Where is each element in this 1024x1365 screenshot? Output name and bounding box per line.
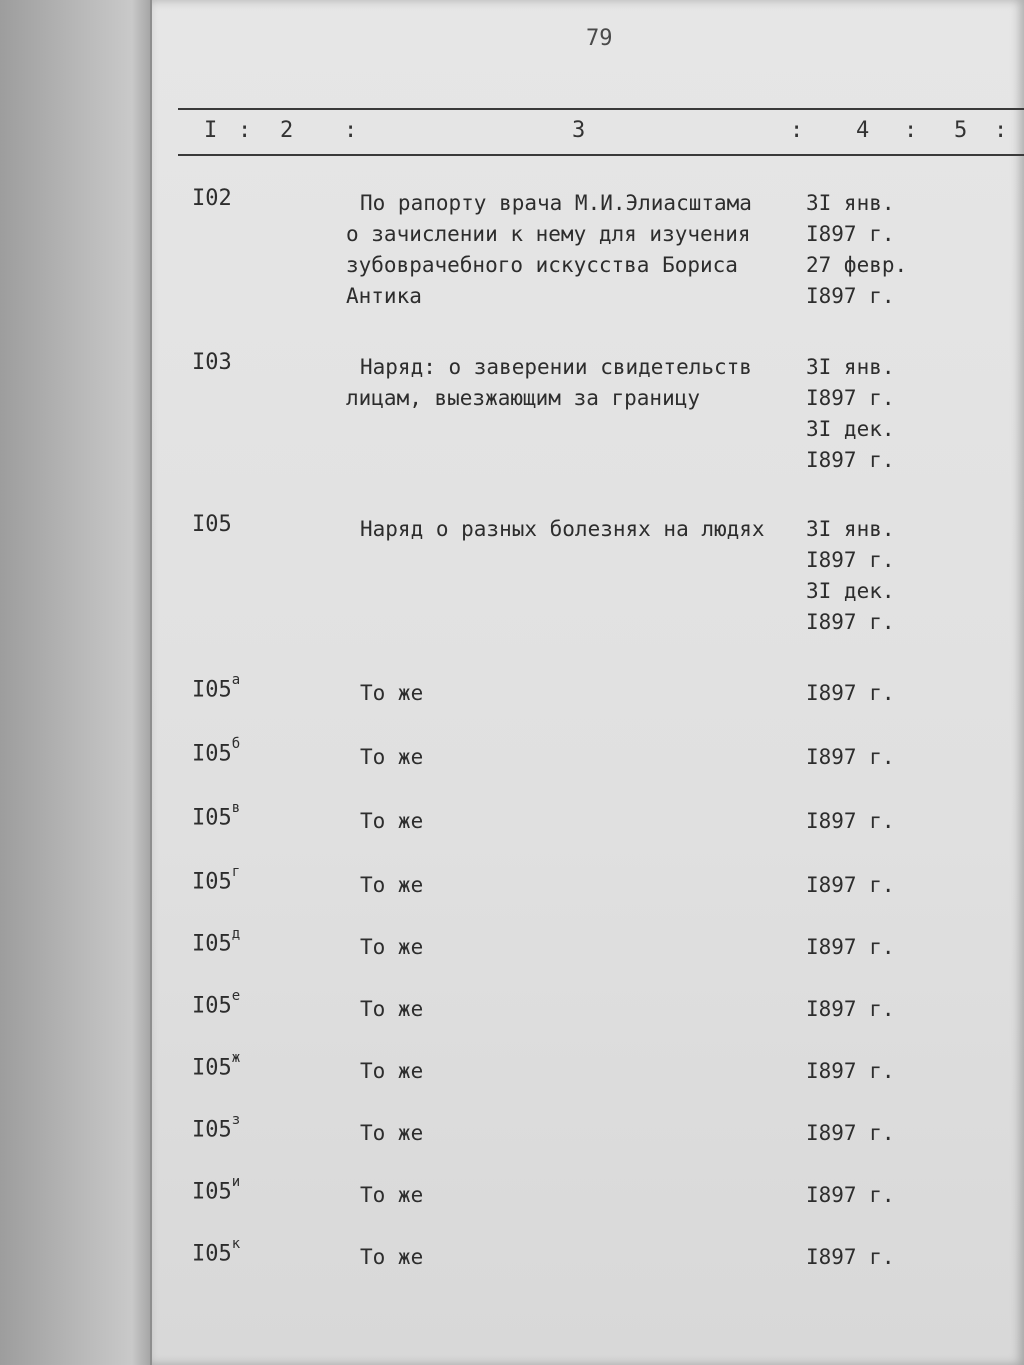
case-date-line: 27 февр. [806, 253, 908, 277]
case-number-suffix: а [231, 672, 241, 688]
case-number-suffix: д [231, 926, 241, 942]
case-number-text: I05 [192, 869, 232, 895]
case-number-text: I05 [192, 993, 232, 1019]
case-date-line: I897 г. [806, 1121, 895, 1145]
case-date-line: I897 г. [806, 448, 895, 472]
page-number: 79 [586, 26, 613, 51]
case-date-line: I897 г. [806, 997, 895, 1021]
case-number [192, 1174, 241, 1205]
case-number-text: I05 [192, 677, 232, 703]
header-col-3: 3 [572, 118, 586, 143]
case-number [192, 1236, 241, 1267]
case-number [192, 736, 241, 767]
case-title-line: То же [360, 809, 424, 833]
case-title [346, 742, 786, 773]
case-number [192, 350, 232, 375]
case-dates [806, 514, 926, 638]
case-title-line: лицам, выезжающим за границу [346, 386, 701, 410]
header-separator: : [790, 118, 804, 143]
case-number-text: I05 [192, 1117, 232, 1143]
case-title [346, 1056, 786, 1087]
case-number [192, 800, 241, 831]
case-title [346, 806, 786, 837]
case-title-line: То же [360, 1121, 424, 1145]
case-number-suffix: к [231, 1236, 241, 1252]
case-title-line: То же [360, 1245, 424, 1269]
case-date-line: 3I янв. [806, 355, 895, 379]
case-number [192, 864, 241, 895]
case-date-line: I897 г. [806, 1183, 895, 1207]
case-title [346, 1180, 786, 1211]
case-number-text: I05 [192, 931, 232, 957]
case-title-line: То же [360, 745, 424, 769]
case-title [346, 994, 786, 1025]
case-title-line: Наряд о разных болезнях на людях [360, 517, 765, 541]
case-number [192, 186, 232, 211]
case-title-line: То же [360, 873, 424, 897]
case-dates [806, 678, 926, 709]
case-date-line: 3I янв. [806, 191, 895, 215]
case-number [192, 926, 241, 957]
case-title [346, 188, 786, 312]
case-date-line: I897 г. [806, 548, 895, 572]
case-dates [806, 1180, 926, 1211]
case-title [346, 932, 786, 963]
case-number-suffix: ж [231, 1050, 241, 1066]
case-number [192, 1112, 241, 1143]
case-date-line: I897 г. [806, 1245, 895, 1269]
case-dates [806, 1242, 926, 1273]
case-number-suffix: е [231, 988, 241, 1004]
adjacent-page-edge [0, 0, 150, 1365]
header-separator: : [238, 118, 252, 143]
case-number-text: I05 [192, 1055, 232, 1081]
case-title [346, 514, 786, 545]
case-title-line: Наряд: о заверении свидетельств [360, 355, 752, 379]
case-date-line: 3I дек. [806, 579, 895, 603]
case-date-line: I897 г. [806, 284, 895, 308]
case-title-line: зубоврачебного искусства Бориса [346, 253, 738, 277]
case-title-line: По рапорту врача М.И.Элиасштама [360, 191, 752, 215]
header-bottom-rule [178, 154, 1024, 156]
case-date-line: I897 г. [806, 809, 895, 833]
case-date-line: I897 г. [806, 935, 895, 959]
case-date-line: I897 г. [806, 745, 895, 769]
case-number-suffix: г [231, 864, 241, 880]
case-title [346, 352, 786, 414]
case-number-text: I05 [192, 741, 232, 767]
case-number [192, 512, 232, 537]
header-top-rule [178, 108, 1024, 110]
header-col-5: 5 [954, 118, 968, 143]
case-dates [806, 188, 926, 312]
case-title-line: То же [360, 1183, 424, 1207]
case-date-line: I897 г. [806, 610, 895, 634]
case-number-text: I02 [192, 186, 232, 211]
case-number [192, 1050, 241, 1081]
header-col-4: 4 [856, 118, 870, 143]
case-date-line: 3I дек. [806, 417, 895, 441]
case-number-suffix: в [231, 800, 241, 816]
case-title [346, 870, 786, 901]
case-date-line: I897 г. [806, 222, 895, 246]
case-number-suffix: б [231, 736, 241, 752]
case-title-line: о зачислении к нему для изучения [346, 222, 751, 246]
case-title-line: То же [360, 997, 424, 1021]
case-dates [806, 806, 926, 837]
case-number-suffix: и [231, 1174, 241, 1190]
header-separator: : [904, 118, 918, 143]
case-number-text: I05 [192, 512, 232, 537]
case-date-line: 3I янв. [806, 517, 895, 541]
case-date-line: I897 г. [806, 681, 895, 705]
case-title [346, 1118, 786, 1149]
header-col-2: 2 [280, 118, 294, 143]
header-col-1: I [204, 118, 218, 143]
case-dates [806, 932, 926, 963]
case-date-line: I897 г. [806, 386, 895, 410]
case-dates [806, 352, 926, 476]
case-dates [806, 994, 926, 1025]
case-number [192, 672, 241, 703]
header-separator: : [344, 118, 358, 143]
case-title-line: То же [360, 935, 424, 959]
case-dates [806, 870, 926, 901]
case-dates [806, 1056, 926, 1087]
header-separator: : [994, 118, 1008, 143]
case-number-text: I05 [192, 1241, 232, 1267]
case-title [346, 1242, 786, 1273]
case-number-suffix: з [231, 1112, 241, 1128]
case-title [346, 678, 786, 709]
case-title-line: То же [360, 681, 424, 705]
case-dates [806, 742, 926, 773]
case-title-line: То же [360, 1059, 424, 1083]
case-date-line: I897 г. [806, 873, 895, 897]
case-number-text: I05 [192, 1179, 232, 1205]
case-number-text: I05 [192, 805, 232, 831]
case-number-text: I03 [192, 350, 232, 375]
case-date-line: I897 г. [806, 1059, 895, 1083]
case-dates [806, 1118, 926, 1149]
case-title-line: Антика [346, 284, 422, 308]
case-number [192, 988, 241, 1019]
